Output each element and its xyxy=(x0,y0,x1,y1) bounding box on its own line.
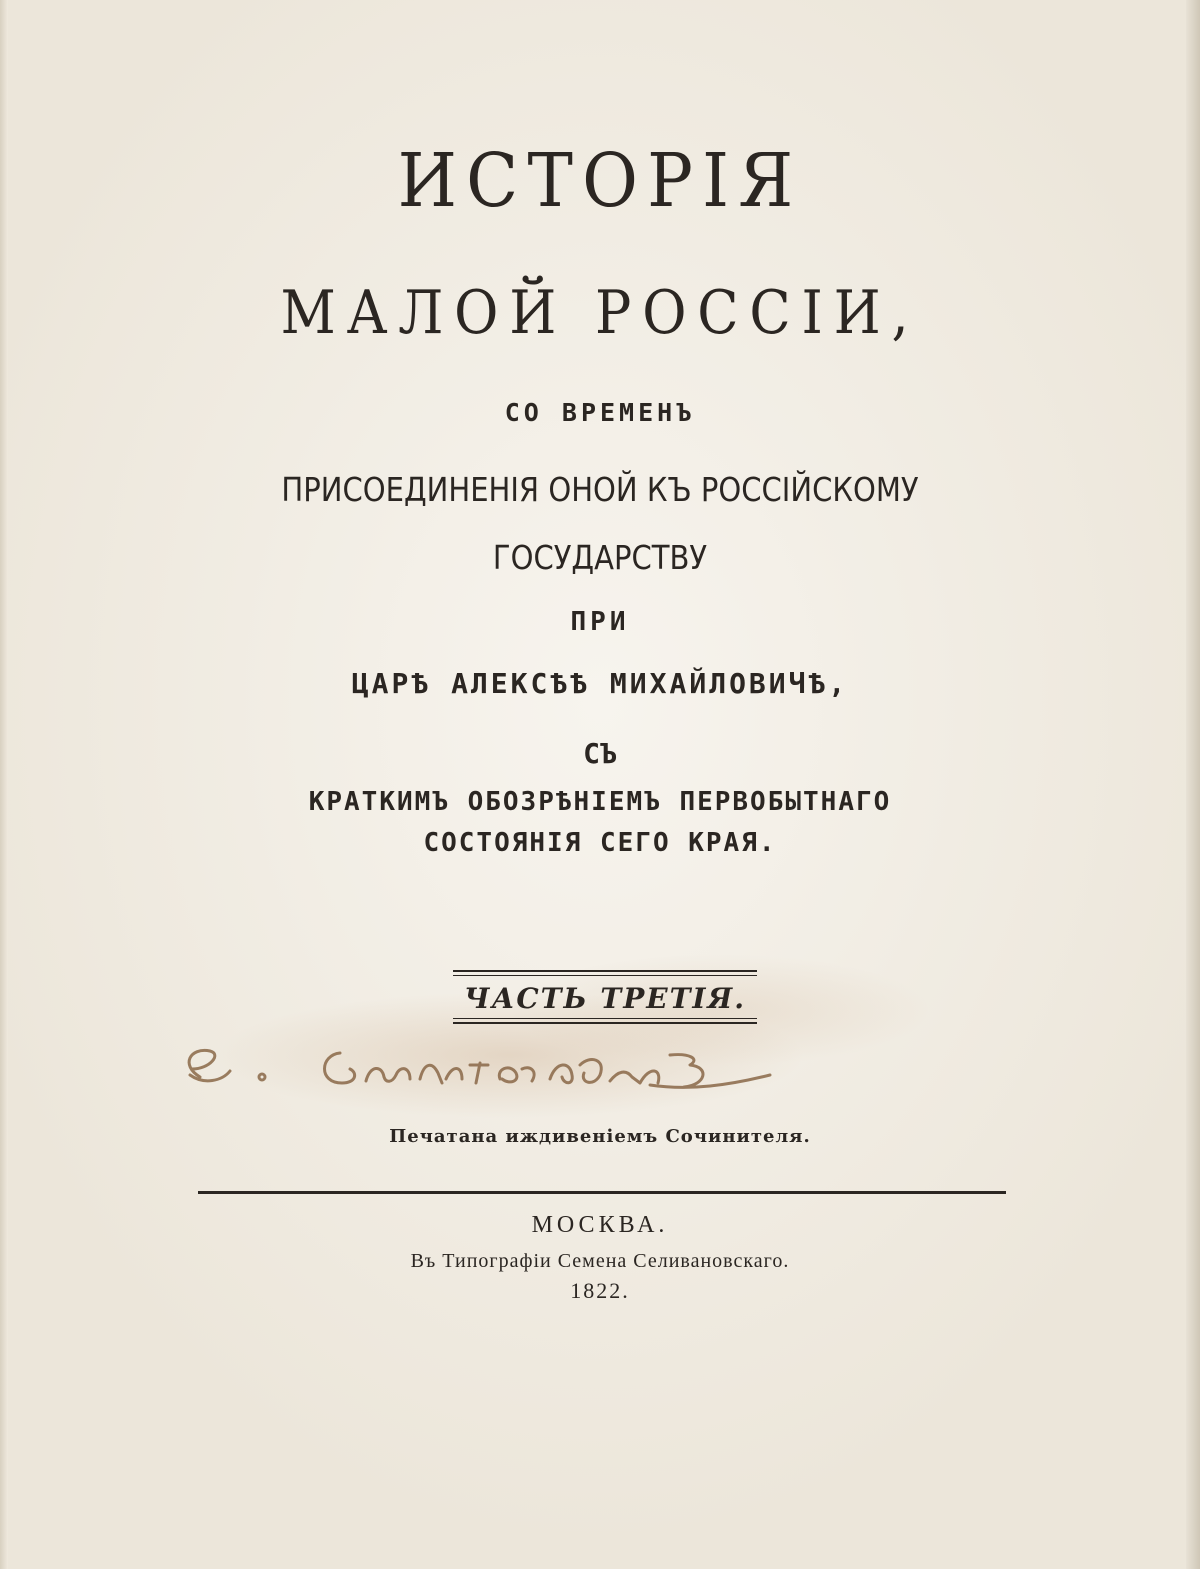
book-title: ИСТОРІЯ xyxy=(397,138,803,224)
horizontal-rule xyxy=(198,1191,1006,1194)
book-subtitle: МАЛОЙ РОССІИ, xyxy=(280,278,920,348)
line-gosudarstvu: ГОСУДАРСТВУ xyxy=(492,538,708,577)
part-label-box xyxy=(453,970,757,1024)
line-pri: ПРИ xyxy=(570,607,630,637)
line-kratkim: КРАТКИМЪ ОБОЗРѢНІЕМЪ ПЕРВОБЫТНАГО xyxy=(308,787,892,817)
line-s: СЪ xyxy=(583,737,617,770)
line-prisoedineniya: ПРИСОЕДИНЕНІЯ ОНОЙ КЪ РОССІЙСКОМУ xyxy=(281,470,919,509)
line-so-vremen: СО ВРЕМЕНЪ xyxy=(504,398,696,427)
handwritten-signature xyxy=(170,1025,810,1105)
part-label: ЧАСТЬ ТРЕТІЯ. xyxy=(464,982,746,1015)
page-left-edge xyxy=(0,0,8,1569)
page-right-edge xyxy=(1186,0,1200,1569)
line-tsar: ЦАРѢ АЛЕКСѢѢ МИХАЙЛОВИЧѢ, xyxy=(351,667,849,700)
imprint-printer: Въ Типографіи Семена Селивановскаго. xyxy=(410,1250,790,1272)
line-sostoyaniya: СОСТОЯНІЯ СЕГО КРАЯ. xyxy=(423,828,777,858)
imprint-year: 1822. xyxy=(570,1278,630,1303)
imprint-city: МОСКВА. xyxy=(531,1212,669,1238)
printed-by-line: Печатана иждивеніемъ Сочинителя. xyxy=(389,1126,811,1147)
